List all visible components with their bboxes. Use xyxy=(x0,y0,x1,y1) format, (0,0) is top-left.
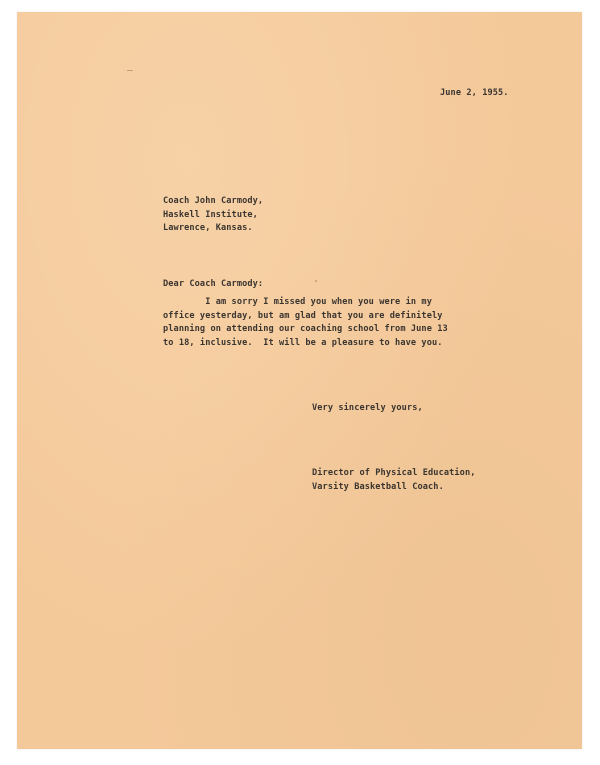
address-line: Haskell Institute, xyxy=(163,209,258,220)
letter-date: June 2, 1955. xyxy=(440,88,509,98)
body-line: planning on attending our coaching school from June 13 xyxy=(163,324,448,334)
signature-line: Varsity Basketball Coach. xyxy=(312,481,444,492)
letter-body xyxy=(163,296,448,350)
body-line: office yesterday, but am glad that you are definitely xyxy=(163,310,443,321)
address-line: Coach John Carmody, xyxy=(163,196,264,206)
paper-speck xyxy=(127,70,133,71)
paper-speck xyxy=(315,280,317,282)
body-line: I am sorry I missed you when you were in my xyxy=(163,297,432,307)
address-line: Lawrence, Kansas. xyxy=(163,223,253,233)
recipient-address xyxy=(163,195,263,236)
signature-line: Director of Physical Education, xyxy=(312,468,476,478)
signature-block xyxy=(312,467,476,494)
letter-page xyxy=(17,12,582,749)
body-line: to 18, inclusive. It will be a pleasure to have you. xyxy=(163,337,443,348)
complimentary-closing: Very sincerely yours, xyxy=(312,403,423,413)
salutation: Dear Coach Carmody: xyxy=(163,279,264,289)
